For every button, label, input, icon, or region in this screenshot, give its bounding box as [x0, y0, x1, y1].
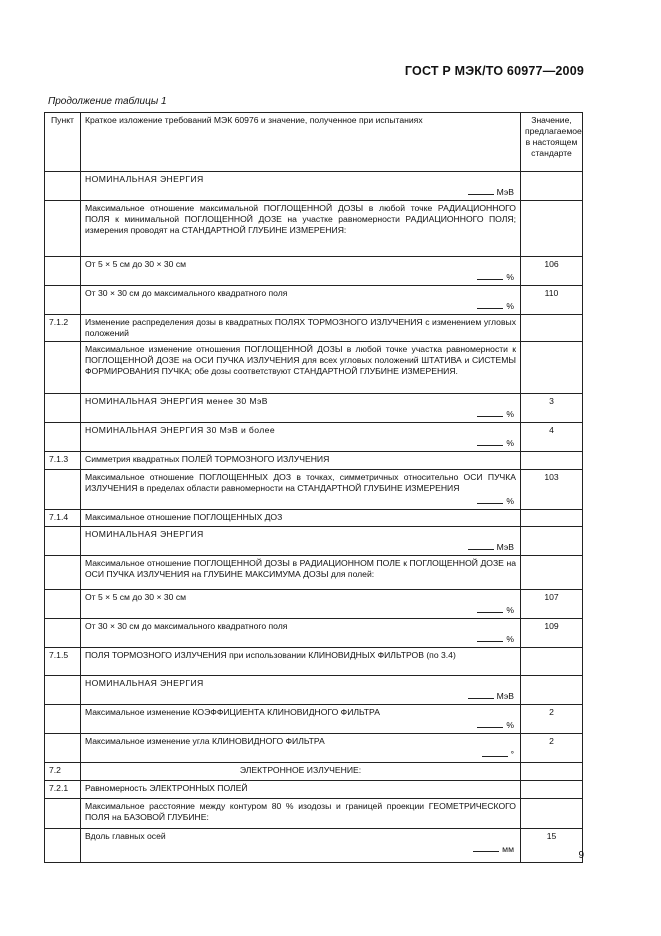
row-summary: [81, 590, 521, 619]
row-item-number: 7.1.2: [45, 315, 81, 342]
row-value: [521, 342, 583, 394]
row-summary: [81, 763, 521, 781]
table-row: [45, 619, 583, 648]
row-summary: [81, 734, 521, 763]
row-item-number: [45, 676, 81, 705]
row-summary: [81, 286, 521, 315]
table-continuation-label: Продолжение таблицы 1: [48, 96, 167, 107]
row-item-number: 7.1.5: [45, 648, 81, 676]
unit-label: МэВ: [496, 691, 514, 701]
row-summary-text: НОМИНАЛЬНАЯ ЭНЕРГИЯ 30 МэВ и более: [85, 425, 276, 435]
row-summary: [81, 556, 521, 590]
unit-label: %: [506, 301, 514, 311]
blank-underline: [473, 843, 499, 852]
row-item-number: [45, 201, 81, 257]
unit-line: [85, 186, 516, 198]
row-summary: [81, 201, 521, 257]
row-summary: [81, 342, 521, 394]
row-summary-text: Максимальное изменение отношения ПОГЛОЩЕННОЙ ДОЗЫ в любой точке участка равномерности к ПОГЛОЩЕННОЙ ДОЗЕ на ОСИ ПУЧКА ИЗЛУЧЕНИЯ для всех угловых положений ШТАТИВА и СИСТЕМЫ ФОРМИРОВАНИЯ ПУЧКА; обе дозы соответствуют СТАНДАРТНОЙ ГЛУБИНЕ ИЗМЕРЕНИЯ.: [85, 344, 516, 376]
table-row: [45, 763, 583, 781]
row-summary-text: НОМИНАЛЬНАЯ ЭНЕРГИЯ: [85, 678, 204, 688]
row-value: [521, 799, 583, 829]
row-value: [521, 763, 583, 781]
row-item-number: [45, 423, 81, 452]
blank-underline: [468, 690, 494, 699]
blank-underline: [477, 633, 503, 642]
row-summary: [81, 527, 521, 556]
table-row: [45, 781, 583, 799]
row-value: 107: [521, 590, 583, 619]
row-summary: [81, 394, 521, 423]
row-summary-text: Вдоль главных осей: [85, 831, 166, 841]
row-item-number: 7.1.3: [45, 452, 81, 470]
row-item-number: 7.2.1: [45, 781, 81, 799]
unit-label: МэВ: [496, 187, 514, 197]
table-row: [45, 172, 583, 201]
row-summary: [81, 172, 521, 201]
table-row: [45, 315, 583, 342]
row-summary: [81, 510, 521, 527]
unit-line: [85, 437, 516, 449]
table-row: [45, 829, 583, 863]
row-item-number: [45, 556, 81, 590]
row-summary-text: Максимальное расстояние между контуром 80 % изодозы и границей проекции ГЕОМЕТРИЧЕСКОГО ПОЛЯ на БАЗОВОЙ ГЛУБИНЕ:: [85, 801, 516, 822]
table-row: [45, 556, 583, 590]
header-value: Значение, предлагаемое в настоящем стандарте: [521, 113, 583, 172]
unit-label: °: [510, 749, 514, 759]
table-row: [45, 734, 583, 763]
table-row: [45, 423, 583, 452]
table-row: [45, 452, 583, 470]
row-value: 106: [521, 257, 583, 286]
blank-underline: [477, 408, 503, 417]
row-item-number: 7.2: [45, 763, 81, 781]
unit-label: %: [506, 409, 514, 419]
row-item-number: [45, 470, 81, 510]
table-row: [45, 286, 583, 315]
row-summary: [81, 799, 521, 829]
page-number: 9: [578, 850, 584, 861]
unit-label: %: [506, 605, 514, 615]
table-row: [45, 257, 583, 286]
row-summary: [81, 470, 521, 510]
table-row: [45, 342, 583, 394]
unit-line: [85, 541, 516, 553]
unit-line: [85, 843, 516, 855]
row-summary-text: НОМИНАЛЬНАЯ ЭНЕРГИЯ: [85, 529, 204, 539]
row-summary-text: Максимальное отношение ПОГЛОЩЕННЫХ ДОЗ в точках, симметричных относительно ОСИ ПУЧКА ИЗЛУЧЕНИЯ в пределах области равномерности на СТАНДАРТНОЙ ГЛУБИНЕ ИЗМЕРЕНИЯ: [85, 472, 516, 493]
row-value: [521, 676, 583, 705]
row-summary-text: ПОЛЯ ТОРМОЗНОГО ИЗЛУЧЕНИЯ при использовании КЛИНОВИДНЫХ ФИЛЬТРОВ (по 3.4): [85, 650, 456, 660]
unit-line: [85, 719, 516, 731]
unit-line: [85, 495, 516, 507]
row-value: 4: [521, 423, 583, 452]
standard-designation: ГОСТ Р МЭК/ТО 60977—2009: [404, 64, 584, 78]
row-value: [521, 556, 583, 590]
table-row: [45, 527, 583, 556]
row-summary-text: Максимальное изменение угла КЛИНОВИДНОГО ФИЛЬТРА: [85, 736, 325, 746]
row-summary-text: Максимальное отношение ПОГЛОЩЕННОЙ ДОЗЫ в РАДИАЦИОННОМ ПОЛЕ к ПОГЛОЩЕННОЙ ДОЗЕ на ОСИ ПУЧКА ИЗЛУЧЕНИЯ на ГЛУБИНЕ МАКСИМУМА ДОЗЫ для полей:: [85, 558, 516, 579]
unit-line: [85, 408, 516, 420]
row-summary: [81, 423, 521, 452]
row-value: 103: [521, 470, 583, 510]
table-row: [45, 676, 583, 705]
row-item-number: [45, 286, 81, 315]
blank-underline: [468, 186, 494, 195]
blank-underline: [477, 604, 503, 613]
table-row: [45, 648, 583, 676]
table-header-row: [45, 113, 583, 172]
row-summary: [81, 705, 521, 734]
blank-underline: [477, 719, 503, 728]
blank-underline: [477, 271, 503, 280]
row-value: 3: [521, 394, 583, 423]
row-item-number: [45, 619, 81, 648]
unit-label: %: [506, 496, 514, 506]
row-summary: [81, 676, 521, 705]
row-item-number: [45, 799, 81, 829]
unit-label: МэВ: [496, 542, 514, 552]
row-summary: [81, 619, 521, 648]
row-value: 2: [521, 705, 583, 734]
table-row: [45, 201, 583, 257]
row-summary: [81, 257, 521, 286]
table-row: [45, 470, 583, 510]
blank-underline: [482, 748, 508, 757]
row-item-number: [45, 705, 81, 734]
row-value: 2: [521, 734, 583, 763]
row-summary-text: От 30 × 30 см до максимального квадратного поля: [85, 621, 288, 631]
header-summary: Краткое изложение требований МЭК 60976 и значение, полученное при испытаниях: [81, 113, 521, 172]
row-summary: [81, 315, 521, 342]
unit-line: [85, 604, 516, 616]
row-value: [521, 648, 583, 676]
row-value: 109: [521, 619, 583, 648]
row-value: 15: [521, 829, 583, 863]
row-item-number: [45, 734, 81, 763]
row-summary-text: Максимальное отношение максимальной ПОГЛОЩЕННОЙ ДОЗЫ в любой точке РАДИАЦИОННОГО ПОЛЯ к минимальной ПОГЛОЩЕННОЙ ДОЗЕ на участке равномерности РАДИАЦИОННОГО ПОЛЯ; измерения проводят на СТАНДАРТНОЙ ГЛУБИНЕ ИЗМЕРЕНИЯ:: [85, 203, 516, 235]
row-item-number: [45, 172, 81, 201]
row-value: [521, 315, 583, 342]
row-summary: [81, 781, 521, 799]
row-summary-text: НОМИНАЛЬНАЯ ЭНЕРГИЯ менее 30 МэВ: [85, 396, 268, 406]
row-summary: [81, 648, 521, 676]
row-item-number: [45, 829, 81, 863]
row-summary: [81, 452, 521, 470]
row-summary-text: Равномерность ЭЛЕКТРОННЫХ ПОЛЕЙ: [85, 783, 248, 793]
unit-label: %: [506, 634, 514, 644]
blank-underline: [468, 541, 494, 550]
unit-line: [85, 300, 516, 312]
unit-label: мм: [502, 844, 514, 854]
row-summary-text: Максимальное изменение КОЭФФИЦИЕНТА КЛИНОВИДНОГО ФИЛЬТРА: [85, 707, 380, 717]
row-item-number: [45, 394, 81, 423]
row-item-number: [45, 527, 81, 556]
row-value: [521, 781, 583, 799]
table-row: [45, 799, 583, 829]
unit-label: %: [506, 272, 514, 282]
row-summary-text: ЭЛЕКТРОННОЕ ИЗЛУЧЕНИЕ:: [239, 765, 362, 775]
requirements-table: [44, 112, 583, 863]
unit-line: [85, 690, 516, 702]
row-value: [521, 201, 583, 257]
row-summary-text: От 30 × 30 см до максимального квадратного поля: [85, 288, 288, 298]
table-row: [45, 590, 583, 619]
row-value: 110: [521, 286, 583, 315]
row-summary-text: Симметрия квадратных ПОЛЕЙ ТОРМОЗНОГО ИЗЛУЧЕНИЯ: [85, 454, 330, 464]
unit-label: %: [506, 438, 514, 448]
unit-line: [85, 633, 516, 645]
table-body: [45, 172, 583, 863]
row-item-number: [45, 590, 81, 619]
unit-line: [85, 748, 516, 760]
table-row: [45, 705, 583, 734]
row-value: [521, 510, 583, 527]
blank-underline: [477, 300, 503, 309]
row-summary-text: От 5 × 5 см до 30 × 30 см: [85, 259, 187, 269]
row-value: [521, 452, 583, 470]
unit-line: [85, 271, 516, 283]
row-item-number: [45, 257, 81, 286]
row-summary: [81, 829, 521, 863]
table-row: [45, 510, 583, 527]
row-value: [521, 172, 583, 201]
blank-underline: [477, 437, 503, 446]
unit-label: %: [506, 720, 514, 730]
row-summary-text: НОМИНАЛЬНАЯ ЭНЕРГИЯ: [85, 174, 204, 184]
table-row: [45, 394, 583, 423]
row-value: [521, 527, 583, 556]
row-summary-text: От 5 × 5 см до 30 × 30 см: [85, 592, 187, 602]
row-summary-text: Максимальное отношение ПОГЛОЩЕННЫХ ДОЗ: [85, 512, 283, 522]
row-item-number: [45, 342, 81, 394]
row-item-number: 7.1.4: [45, 510, 81, 527]
row-summary-text: Изменение распределения дозы в квадратных ПОЛЯХ ТОРМОЗНОГО ИЗЛУЧЕНИЯ с изменением угловых положений: [85, 317, 516, 338]
header-item: Пункт: [45, 113, 81, 172]
blank-underline: [477, 495, 503, 504]
